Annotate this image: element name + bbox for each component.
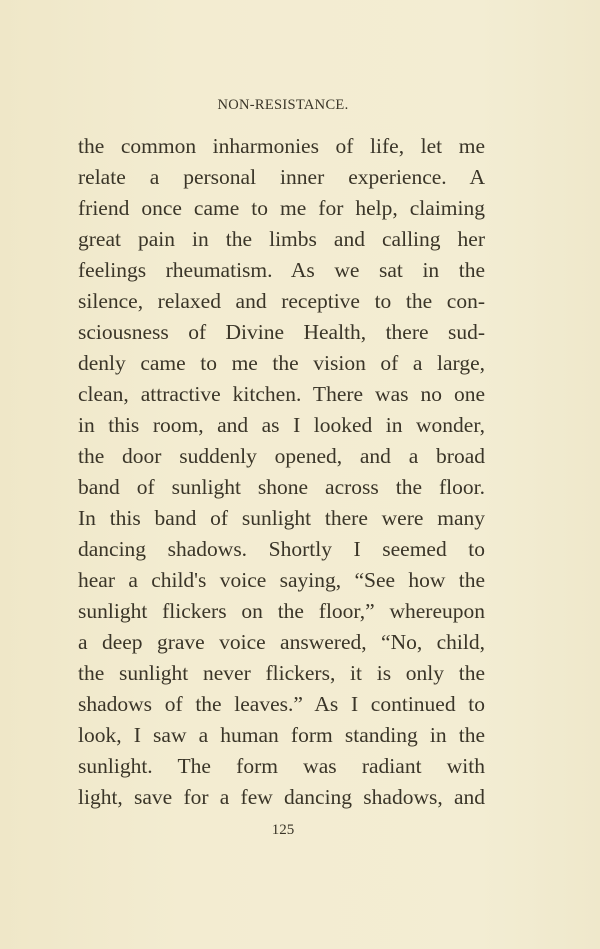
- text-line: feelings rheumatism. As we sat in the: [78, 258, 485, 282]
- text-line: great pain in the limbs and calling her: [78, 227, 485, 251]
- text-line: sciousness of Divine Health, there sud-: [78, 320, 485, 344]
- text-line: sunlight flickers on the floor,” whereupon: [78, 599, 485, 623]
- text-line: light, save for a few dancing shadows, and: [78, 785, 485, 809]
- text-line: hear a child's voice saying, “See how the: [78, 568, 485, 592]
- text-line: a deep grave voice answered, “No, child,: [78, 630, 485, 654]
- body-text: [78, 131, 485, 813]
- running-head: NON-RESISTANCE.: [217, 97, 349, 113]
- text-line: band of sunlight shone across the floor.: [78, 475, 485, 499]
- text-line: friend once came to me for help, claiming: [78, 196, 485, 220]
- text-line: the common inharmonies of life, let me: [78, 134, 485, 158]
- text-line: dancing shadows. Shortly I seemed to: [78, 537, 485, 561]
- text-line: the sunlight never flickers, it is only the: [78, 661, 485, 685]
- text-line: denly came to me the vision of a large,: [78, 351, 485, 375]
- text-line: look, I saw a human form standing in the: [78, 723, 485, 747]
- text-line: silence, relaxed and receptive to the con-: [78, 289, 485, 313]
- text-line: sunlight. The form was radiant with: [78, 754, 485, 778]
- text-line: In this band of sunlight there were many: [78, 506, 485, 530]
- page-number: 125: [271, 822, 295, 838]
- text-line: relate a personal inner experience. A: [78, 165, 485, 189]
- text-line: clean, attractive kitchen. There was no one: [78, 382, 485, 406]
- text-line: the door suddenly opened, and a broad: [78, 444, 485, 468]
- text-line: shadows of the leaves.” As I continued to: [78, 692, 485, 716]
- text-line: in this room, and as I looked in wonder,: [78, 413, 485, 437]
